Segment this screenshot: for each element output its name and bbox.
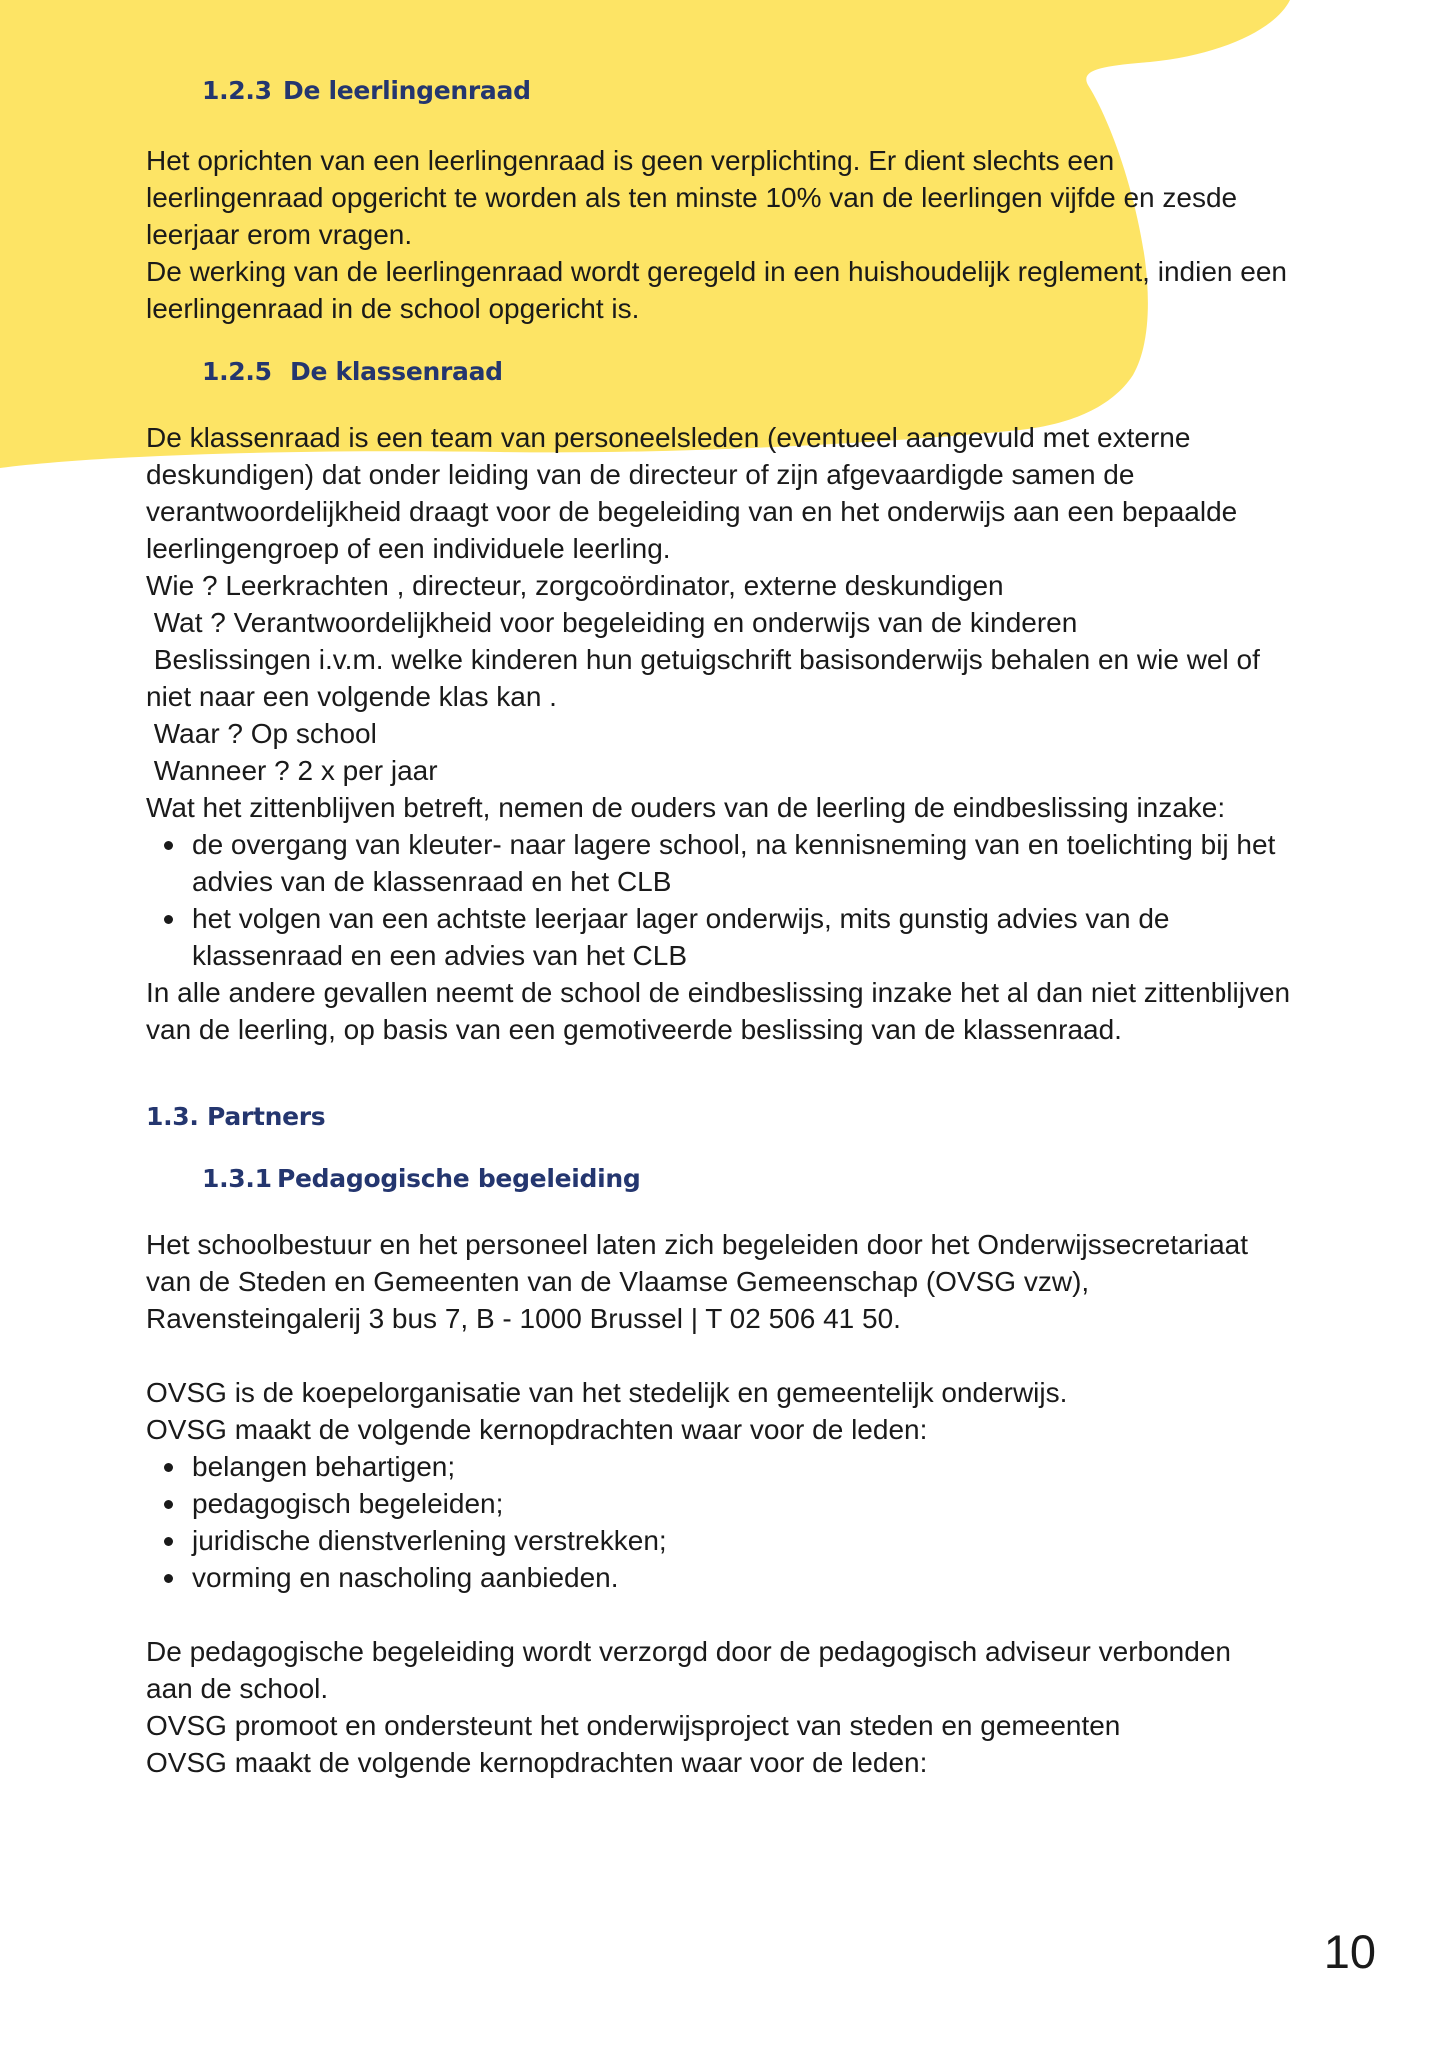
text-line: Wat het zittenblijven betreft, nemen de ouders van de leerling de eindbeslissing inzake: [146, 792, 1226, 823]
list-item [192, 1559, 1406, 1596]
text-line: Het oprichten van een leerlingenraad is geen verplichting. Er dient slechts een [146, 145, 1115, 176]
text-line: aan de school. [146, 1673, 329, 1704]
text-line: Beslissingen i.v.m. welke kinderen hun getuigschrift basisonderwijs behalen en wie wel of [146, 644, 1260, 675]
text-line: van de Steden en Gemeenten van de Vlaamse Gemeenschap (OVSG vzw), [146, 1266, 1090, 1297]
heading-number: 1.3.1 [202, 1164, 272, 1193]
text-line: Wie ? Leerkrachten , directeur, zorgcoördinator, externe deskundigen [146, 570, 1004, 601]
text-line: advies van de klassenraad en het CLB [192, 866, 672, 897]
text-line: De klassenraad is een team van personeelsleden (eventueel aangevuld met externe [146, 422, 1191, 453]
text-line: De werking van de leerlingenraad wordt geregeld in een huishoudelijk reglement, indien een [146, 256, 1287, 287]
text-line: leerlingenraad opgericht te worden als ten minste 10% van de leerlingen vijfde en zesde [146, 182, 1238, 213]
text-line: vorming en nascholing aanbieden. [192, 1562, 619, 1593]
text-line: Ravensteingalerij 3 bus 7, B - 1000 Brussel | T 02 506 41 50. [146, 1303, 901, 1334]
text-line: klassenraad en een advies van het CLB [192, 940, 687, 971]
begeleiding-paragraph [146, 1226, 1406, 1781]
text-line: leerlingenraad in de school opgericht is. [146, 293, 640, 324]
text-line: de overgang van kleuter- naar lagere school, na kennisneming van en toelichting bij het [192, 829, 1276, 860]
list-item [192, 1485, 1406, 1522]
heading-1-2-3 [202, 76, 531, 105]
text-line: OVSG maakt de volgende kernopdrachten waar voor de leden: [146, 1747, 928, 1778]
text-line: leerlingengroep of een individuele leerling. [146, 533, 671, 564]
blank-line [146, 1596, 1406, 1633]
heading-number: 1.2.5 [202, 357, 272, 386]
text-line: belangen behartigen; [192, 1451, 456, 1482]
bullet-list [146, 826, 1406, 974]
heading-1-2-5 [202, 357, 503, 386]
text-line: Waar ? Op school [146, 718, 377, 749]
list-item [192, 1522, 1406, 1559]
heading-number: 1.2.3 [202, 76, 272, 105]
text-line: niet naar een volgende klas kan . [146, 681, 557, 712]
klassenraad-paragraph [146, 419, 1406, 1048]
list-item [192, 1448, 1406, 1485]
list-item [192, 900, 1406, 974]
blank-line [146, 1337, 1406, 1374]
text-line: deskundigen) dat onder leiding van de directeur of zijn afgevaardigde samen de [146, 459, 1135, 490]
page-number: 10 [1323, 1925, 1376, 1978]
heading-1-3: 1.3. Partners [146, 1102, 326, 1131]
heading-title: De leerlingenraad [283, 76, 531, 105]
text-line: OVSG maakt de volgende kernopdrachten waar voor de leden: [146, 1414, 928, 1445]
text-line: het volgen van een achtste leerjaar lager onderwijs, mits gunstig advies van de [192, 903, 1170, 934]
text-line: van de leerling, op basis van een gemotiveerde beslissing van de klassenraad. [146, 1014, 1122, 1045]
text-line: Het schoolbestuur en het personeel laten zich begeleiden door het Onderwijssecretariaat [146, 1229, 1249, 1260]
text-line: juridische dienstverlening verstrekken; [192, 1525, 667, 1556]
text-line: In alle andere gevallen neemt de school de eindbeslissing inzake het al dan niet zittenblijven [146, 977, 1291, 1008]
list-item [192, 826, 1406, 900]
text-line: Wanneer ? 2 x per jaar [146, 755, 438, 786]
text-line: pedagogisch begeleiden; [192, 1488, 504, 1519]
leerlingenraad-paragraph [146, 142, 1406, 327]
heading-title: Pedagogische begeleiding [277, 1164, 641, 1193]
heading-title: De klassenraad [290, 357, 503, 386]
heading-1-3-1 [202, 1164, 641, 1193]
text-line: OVSG promoot en ondersteunt het onderwijsproject van steden en gemeenten [146, 1710, 1121, 1741]
text-line: verantwoordelijkheid draagt voor de begeleiding van en het onderwijs aan een bepaalde [146, 496, 1238, 527]
text-line: Wat ? Verantwoordelijkheid voor begeleiding en onderwijs van de kinderen [146, 607, 1078, 638]
text-line: OVSG is de koepelorganisatie van het stedelijk en gemeentelijk onderwijs. [146, 1377, 1068, 1408]
bullet-list [146, 1448, 1406, 1596]
text-line: leerjaar erom vragen. [146, 219, 413, 250]
text-line: De pedagogische begeleiding wordt verzorgd door de pedagogisch adviseur verbonden [146, 1636, 1231, 1667]
